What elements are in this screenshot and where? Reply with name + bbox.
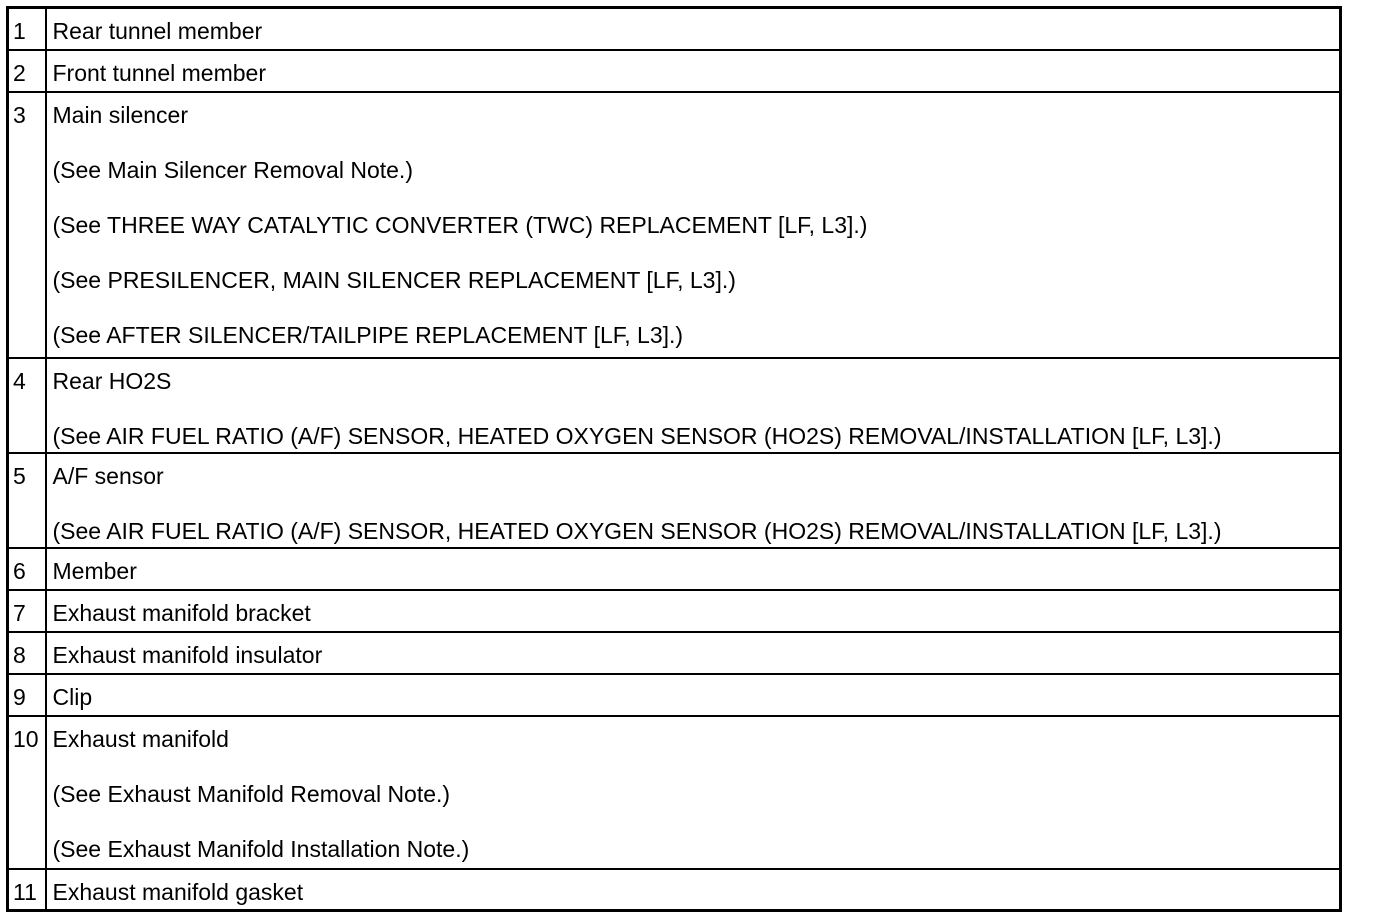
reference-note: (See Exhaust Manifold Installation Note.) — [52, 836, 470, 863]
row-number: 2 — [8, 50, 46, 92]
row-number: 1 — [8, 8, 46, 50]
row-description — [46, 50, 1341, 92]
row-number: 10 — [8, 716, 46, 868]
part-name: Exhaust manifold — [52, 726, 229, 753]
row-number: 7 — [8, 590, 46, 632]
table-row — [8, 716, 1341, 868]
table-row — [8, 632, 1341, 674]
row-number: 9 — [8, 674, 46, 716]
reference-note: (See AFTER SILENCER/TAILPIPE REPLACEMENT [LF, L3].) — [52, 321, 684, 348]
row-number: 5 — [8, 453, 46, 548]
part-name: Rear HO2S — [52, 367, 172, 394]
row-number: 4 — [8, 358, 46, 453]
row-description — [46, 8, 1341, 50]
table-row — [8, 590, 1341, 632]
row-description — [46, 869, 1341, 911]
row-description — [46, 358, 1341, 453]
part-name: Clip — [52, 684, 93, 711]
row-description — [46, 674, 1341, 716]
row-number: 8 — [8, 632, 46, 674]
table-row — [8, 674, 1341, 716]
row-description — [46, 92, 1341, 358]
row-number: 6 — [8, 548, 46, 590]
reference-note: (See Main Silencer Removal Note.) — [52, 156, 413, 183]
row-description — [46, 453, 1341, 548]
part-name: Front tunnel member — [52, 59, 266, 86]
part-name: Exhaust manifold bracket — [52, 600, 311, 627]
part-name: Main silencer — [52, 101, 188, 128]
part-name: Exhaust manifold insulator — [52, 642, 323, 669]
row-description — [46, 632, 1341, 674]
table-row — [8, 8, 1341, 50]
row-description — [46, 548, 1341, 590]
table-row — [8, 869, 1341, 911]
table-row — [8, 50, 1341, 92]
table-row — [8, 358, 1341, 453]
reference-note: (See Exhaust Manifold Removal Note.) — [52, 781, 451, 808]
table-row — [8, 548, 1341, 590]
row-description — [46, 716, 1341, 868]
row-number: 11 — [8, 869, 46, 911]
part-name: Rear tunnel member — [52, 18, 263, 44]
parts-list-body — [8, 8, 1341, 911]
part-name: A/F sensor — [52, 462, 164, 489]
reference-note: (See THREE WAY CATALYTIC CONVERTER (TWC) REPLACEMENT [LF, L3].) — [52, 211, 868, 238]
part-name: Exhaust manifold gasket — [52, 878, 304, 905]
row-description — [46, 590, 1341, 632]
part-name: Member — [52, 558, 137, 585]
table-row — [8, 453, 1341, 548]
table-row — [8, 92, 1341, 358]
parts-list-table — [6, 6, 1342, 912]
reference-note: (See PRESILENCER, MAIN SILENCER REPLACEMENT [LF, L3].) — [52, 266, 736, 293]
reference-note: (See AIR FUEL RATIO (A/F) SENSOR, HEATED OXYGEN SENSOR (HO2S) REMOVAL/INSTALLATION [LF, L3].) — [52, 422, 1222, 449]
reference-note: (See AIR FUEL RATIO (A/F) SENSOR, HEATED OXYGEN SENSOR (HO2S) REMOVAL/INSTALLATION [LF, L3].) — [52, 517, 1222, 544]
row-number: 3 — [8, 92, 46, 358]
